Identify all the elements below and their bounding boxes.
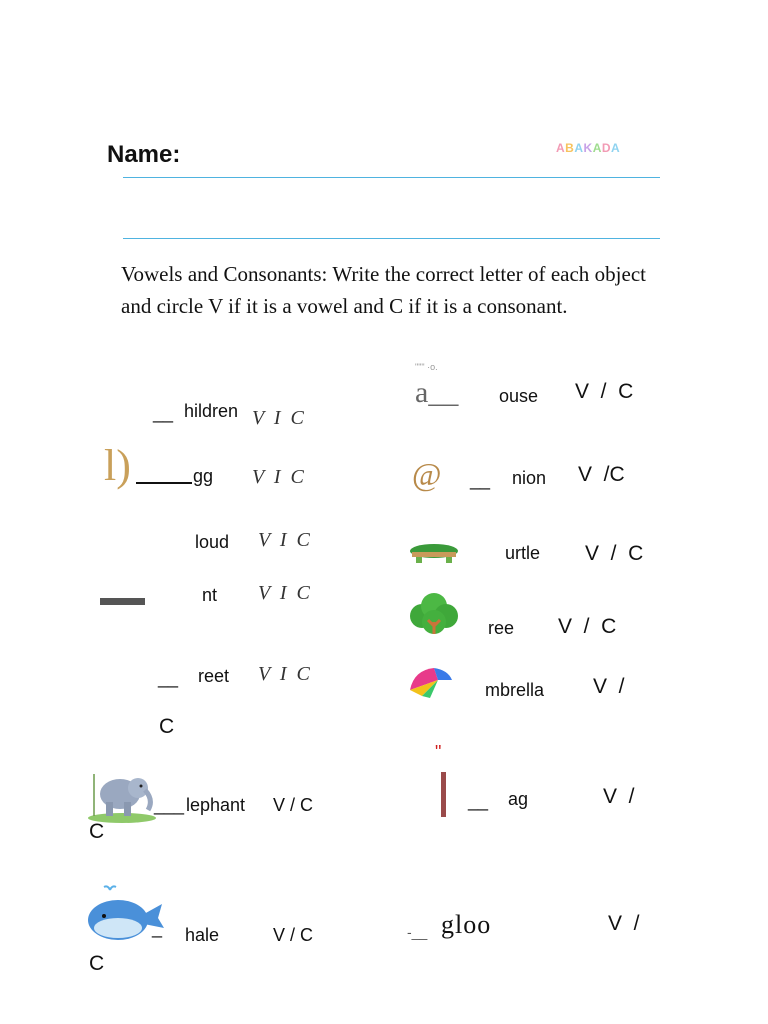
choice-street[interactable]: V I C [258,663,310,685]
word-flag: ag [508,789,529,809]
word-whale: hale [185,925,220,945]
word-turtle: urtle [505,543,541,563]
blank-street[interactable]: __ [158,668,179,688]
choice-house[interactable]: V / C [575,380,634,403]
word-onion: nion [512,468,547,488]
word-ant: nt [202,585,218,605]
elephant-icon [84,768,156,824]
blank-flag[interactable]: __ [468,791,489,811]
choice-onion[interactable]: V /C [578,463,625,486]
choice-elephant[interactable]: V / C [273,795,314,815]
choice-igloo[interactable]: V / [608,912,640,935]
name-label: Name: [107,141,181,168]
word-umbrella: mbrella [485,680,545,700]
blank-elephant[interactable]: ___ [154,795,185,815]
choice-turtle[interactable]: V / C [585,542,644,565]
choice-whale[interactable]: V / C [273,925,314,945]
choice-umbrella[interactable]: V / [593,675,625,698]
blank-egg[interactable] [136,482,192,484]
choice-elephant-wrap[interactable]: C [89,820,105,843]
word-igloo: gloo [441,910,492,939]
ant-icon [100,598,145,605]
umbrella-icon [408,666,454,698]
logo-letter: A [556,141,566,155]
word-street: reet [198,666,230,686]
abakada-logo [556,141,620,155]
logo-letter: A [592,141,602,155]
choice-children[interactable]: V I C [252,407,304,429]
choice-egg[interactable]: V I C [252,466,304,488]
choice-flag[interactable]: V / [603,785,635,808]
flag-quote-mark: " [435,742,442,762]
word-tree: ree [488,618,515,638]
word-egg: gg [193,466,214,486]
choice-whale-wrap[interactable]: C [89,952,105,975]
logo-letter: A [574,141,584,155]
blank-house[interactable]: a__ [415,376,459,409]
tree-icon [408,592,460,636]
stray-marks: """ ·o. [415,362,438,372]
choice-street-wrap[interactable]: C [159,715,175,738]
blank-children[interactable]: __ [153,403,174,423]
choice-tree[interactable]: V / C [558,615,617,638]
logo-letter: A [611,141,621,155]
choice-cloud[interactable]: V I C [258,529,310,551]
onion-icon: @ [412,456,442,492]
word-cloud: loud [195,532,230,552]
egg-icon: l) [104,441,131,490]
word-children: hildren [184,401,239,421]
logo-letter: K [583,141,593,155]
turtle-icon [408,542,460,564]
logo-letter: D [601,141,612,155]
word-elephant: lephant [186,795,246,815]
name-line [123,177,660,178]
blank-igloo[interactable]: -__ [407,924,428,940]
blank-whale[interactable]: _ [152,918,163,938]
logo-letter: B [565,141,575,155]
divider-line [123,238,660,239]
choice-ant[interactable]: V I C [258,582,310,604]
word-house: ouse [499,386,539,406]
blank-onion[interactable]: __ [470,470,491,490]
instructions: Vowels and Consonants: Write the correct letter of each object and circle V if it is a vowel and C if it is a consonant. [121,262,646,318]
flag-pole-icon [441,772,446,817]
